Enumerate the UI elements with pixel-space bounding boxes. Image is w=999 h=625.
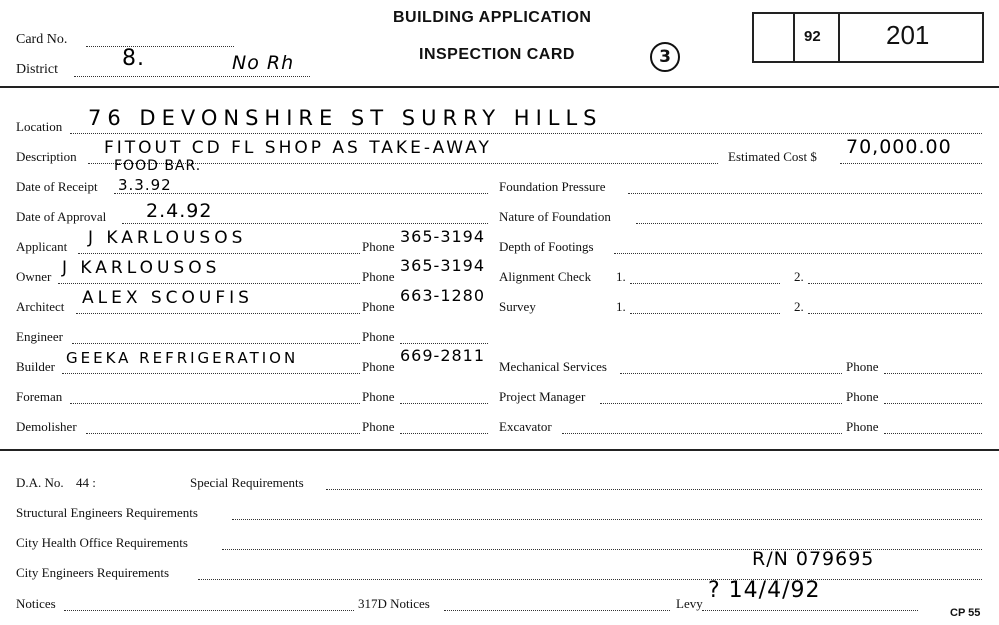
architect-phone-label: Phone: [362, 299, 395, 314]
architect-line: [76, 313, 360, 314]
district-label: District: [16, 62, 58, 77]
date-receipt-value[interactable]: 3.3.92: [118, 176, 172, 194]
demolisher-phone-label: Phone: [362, 419, 395, 434]
date-approval-line: [122, 223, 488, 224]
date-approval-label: Date of Approval: [16, 209, 107, 224]
demolisher-phone-line: [400, 433, 488, 434]
project-manager-label: Project Manager: [499, 389, 586, 404]
excavator-phone-line: [884, 433, 982, 434]
project-manager-phone-label: Phone: [846, 389, 879, 404]
estimated-cost-label: Estimated Cost $: [728, 149, 817, 164]
foreman-line: [70, 403, 360, 404]
survey-line-1: [630, 313, 780, 314]
foundation-pressure-label: Foundation Pressure: [499, 179, 606, 194]
card-no-label: Card No.: [16, 32, 68, 47]
excavator-label: Excavator: [499, 419, 552, 434]
health-requirements-label: City Health Office Requirements: [16, 535, 188, 550]
levy-value[interactable]: ? 14/4/92: [708, 578, 821, 603]
owner-label: Owner: [16, 269, 52, 284]
foundation-pressure-line: [628, 193, 982, 194]
architect-label: Architect: [16, 299, 65, 314]
levy-label: Levy: [676, 596, 703, 611]
header-rule: [0, 86, 999, 88]
architect-phone-value[interactable]: 663-1280: [400, 286, 486, 305]
special-requirements-line: [326, 489, 982, 490]
alignment-line-1: [630, 283, 780, 284]
foreman-phone-label: Phone: [362, 389, 395, 404]
card-box-divider-2: [838, 12, 840, 61]
engineers-requirements-label: City Engineers Requirements: [16, 565, 170, 580]
owner-value[interactable]: J KARLOUSOS: [62, 258, 221, 278]
applicant-value[interactable]: J KARLOUSOS: [88, 228, 247, 248]
depth-footings-label: Depth of Footings: [499, 239, 594, 254]
notices-line: [64, 610, 354, 611]
survey-line-2: [808, 313, 982, 314]
excavator-line: [562, 433, 842, 434]
special-requirements-label: Special Requirements: [190, 475, 304, 490]
demolisher-label: Demolisher: [16, 419, 77, 434]
foreman-phone-line: [400, 403, 488, 404]
demolisher-line: [86, 433, 360, 434]
owner-line: [58, 283, 360, 284]
engineer-line: [72, 343, 360, 344]
district-line: [74, 76, 310, 77]
builder-value[interactable]: GEEKA REFRIGERATION: [66, 349, 299, 367]
card-number-box: [752, 12, 984, 63]
estimated-cost-value[interactable]: 70,000.00: [846, 136, 952, 158]
survey-num2: 2.: [794, 299, 804, 314]
notices-317d-line: [444, 610, 670, 611]
excavator-phone-label: Phone: [846, 419, 879, 434]
mechanical-phone-line: [884, 373, 982, 374]
depth-footings-line: [614, 253, 982, 254]
estimated-cost-line: [840, 163, 982, 164]
engineers-requirements-line: [198, 579, 982, 580]
title-line1: BUILDING APPLICATION: [393, 9, 592, 26]
owner-phone-label: Phone: [362, 269, 395, 284]
applicant-label: Applicant: [16, 239, 68, 254]
project-manager-phone-line: [884, 403, 982, 404]
survey-num1: 1.: [616, 299, 626, 314]
location-line: [70, 133, 982, 134]
structural-requirements-label: Structural Engineers Requirements: [16, 505, 198, 520]
footer-rule: [0, 449, 999, 451]
location-label: Location: [16, 119, 63, 134]
da-no-value[interactable]: 44 :: [76, 475, 96, 490]
da-no-label: D.A. No.: [16, 475, 64, 490]
levy-line: [702, 610, 918, 611]
card-no-value[interactable]: 8.: [122, 46, 145, 71]
applicant-phone-value[interactable]: 365-3194: [400, 227, 486, 246]
builder-phone-label: Phone: [362, 359, 395, 374]
circled-number-text: 3: [659, 47, 671, 67]
circled-number: [650, 42, 680, 72]
date-approval-value[interactable]: 2.4.92: [146, 200, 213, 222]
foreman-label: Foreman: [16, 389, 63, 404]
structural-requirements-line: [232, 519, 982, 520]
notices-317d-label: 317D Notices: [358, 596, 430, 611]
card-no-line: [86, 46, 234, 47]
card-box-divider-1: [793, 12, 795, 61]
form-code: CP 55: [950, 607, 981, 619]
engineer-phone-line: [400, 343, 488, 344]
alignment-num2: 2.: [794, 269, 804, 284]
applicant-line: [78, 253, 360, 254]
alignment-check-label: Alignment Check: [499, 269, 592, 284]
rn-value[interactable]: R/N 079695: [752, 548, 875, 570]
notices-label: Notices: [16, 596, 56, 611]
box-number[interactable]: 201: [886, 20, 930, 50]
description-value[interactable]: FITOUT CD FL SHOP AS TAKE-AWAY: [104, 138, 492, 158]
project-manager-line: [600, 403, 842, 404]
description-label: Description: [16, 149, 77, 164]
mechanical-label: Mechanical Services: [499, 359, 607, 374]
nature-foundation-label: Nature of Foundation: [499, 209, 611, 224]
alignment-num1: 1.: [616, 269, 626, 284]
applicant-phone-label: Phone: [362, 239, 395, 254]
builder-phone-value[interactable]: 669-2811: [400, 346, 486, 365]
location-value[interactable]: 76 DEVONSHIRE ST SURRY HILLS: [88, 106, 603, 130]
date-receipt-label: Date of Receipt: [16, 179, 98, 194]
engineer-phone-label: Phone: [362, 329, 395, 344]
title-line2: INSPECTION CARD: [419, 46, 575, 63]
owner-phone-value[interactable]: 365-3194: [400, 256, 486, 275]
mechanical-line: [620, 373, 842, 374]
survey-label: Survey: [499, 299, 536, 314]
builder-line: [62, 373, 360, 374]
engineer-label: Engineer: [16, 329, 63, 344]
mechanical-phone-label: Phone: [846, 359, 879, 374]
box-year[interactable]: 92: [804, 28, 821, 45]
description-value-line2[interactable]: FOOD BAR.: [114, 158, 202, 174]
district-value[interactable]: No Rh: [232, 52, 295, 74]
nature-foundation-line: [636, 223, 982, 224]
architect-value[interactable]: ALEX SCOUFIS: [82, 288, 253, 308]
builder-label: Builder: [16, 359, 55, 374]
alignment-line-2: [808, 283, 982, 284]
